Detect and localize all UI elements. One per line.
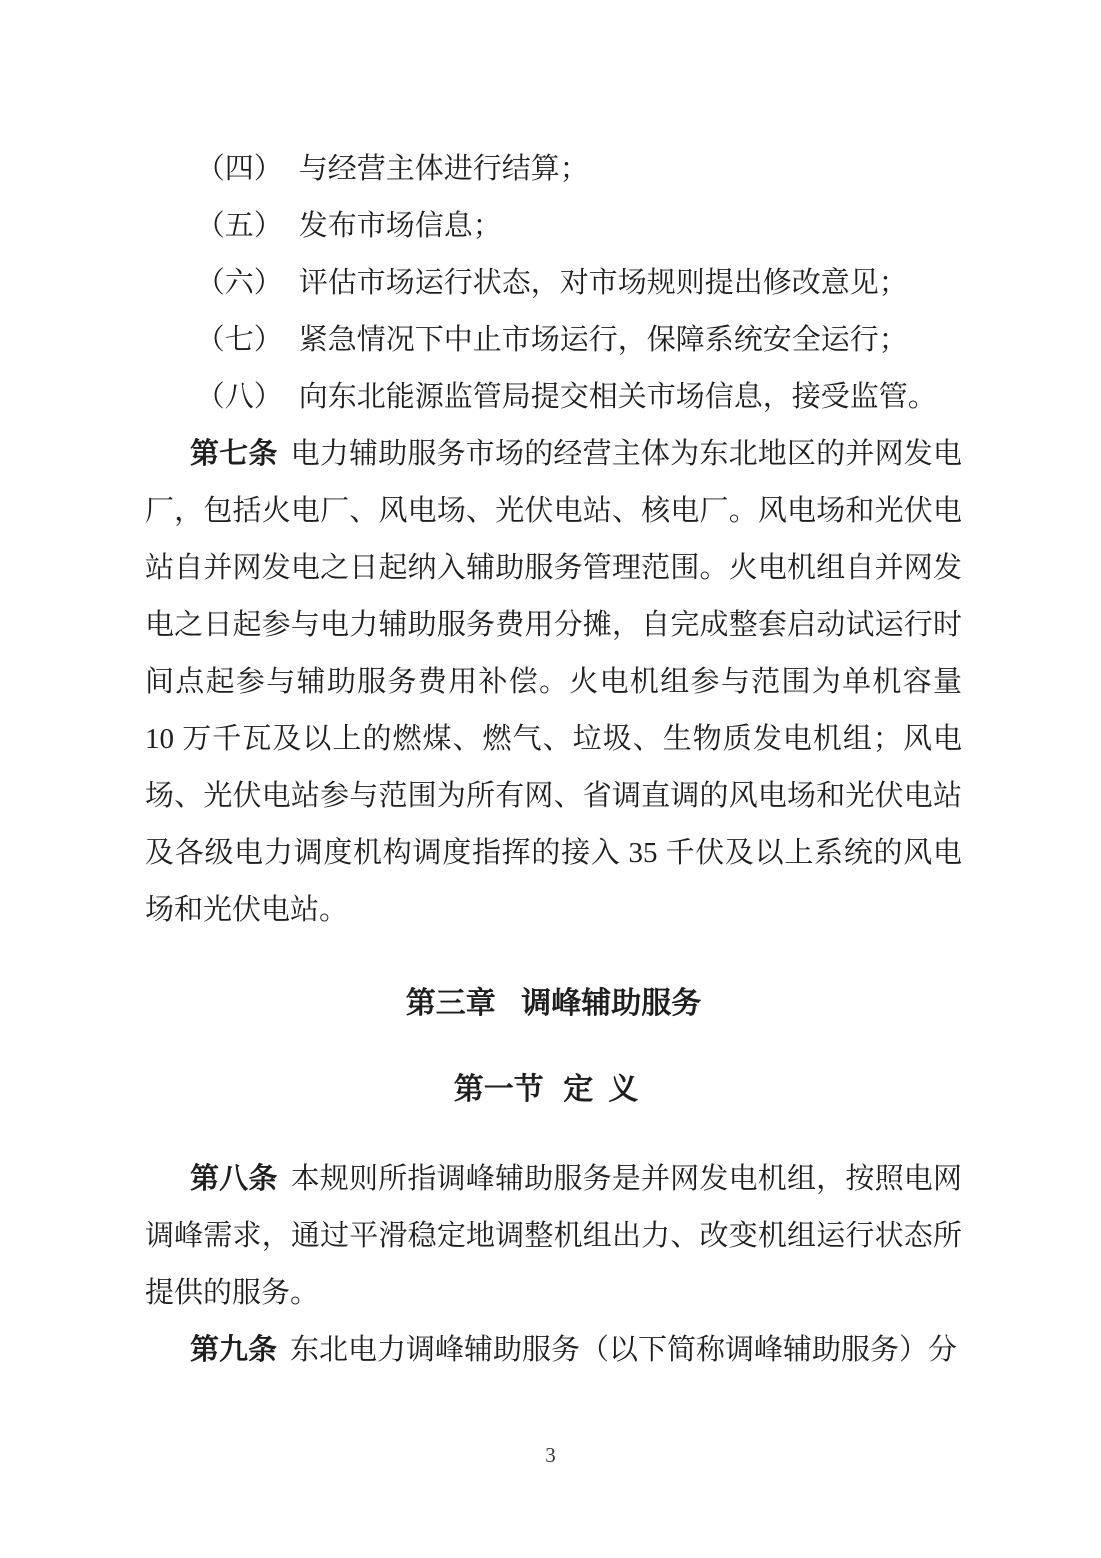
chapter-title: 调峰辅助服务: [521, 987, 702, 1020]
chapter-heading: [145, 975, 962, 1032]
list-item: [145, 141, 962, 198]
article-9-text: 东北电力调峰辅助服务（以下简称调峰辅助服务）分: [290, 1334, 958, 1366]
article-paragraph-9: [145, 1322, 962, 1379]
list-item: [145, 198, 962, 255]
list-item-number: （四）: [195, 153, 283, 185]
article-7-number: 第七条: [189, 438, 278, 470]
article-8-number: 第八条: [189, 1163, 278, 1195]
article-paragraph-7: [145, 426, 962, 939]
list-item: [145, 312, 962, 369]
list-item: [145, 255, 962, 312]
chapter-number: 第三章: [405, 987, 496, 1020]
page-footer: [0, 1441, 1101, 1470]
list-item-text: 评估市场运行状态，对市场规则提出修改意见；: [298, 267, 908, 299]
article-9-number: 第九条: [189, 1334, 277, 1366]
list-item-number: （八）: [195, 381, 283, 413]
section-title: 定义: [563, 1073, 654, 1106]
section-number: 第一节: [453, 1073, 544, 1106]
list-item-number: （六）: [195, 267, 283, 299]
article-7-text: 电力辅助服务市场的经营主体为东北地区的并网发电厂，包括火电厂、风电场、光伏电站、核电厂。风电场和光伏电站自并网发电之日起纳入辅助服务管理范围。火电机组自并网发电之日起参与电力辅助服务费用分摊，自完成整套启动试运行时间点起参与辅助服务费用补偿。火电机组参与范围为单机容量 10 万千瓦及以上的燃煤、燃气、垃圾、生物质发电机组；风电场、光伏电站参与范围为所有网、省调直调的风电场和光伏电站及各级电力调度机构调度指挥的接入 35 千伏及以上系统的风电场和光伏电站。: [145, 438, 962, 926]
section-heading: [145, 1061, 962, 1118]
article-8-text: 本规则所指调峰辅助服务是并网发电机组，按照电网调峰需求，通过平滑稳定地调整机组出力、改变机组运行状态所提供的服务。: [145, 1163, 962, 1309]
list-item-text: 与经营主体进行结算；: [298, 153, 589, 185]
list-item-text: 发布市场信息；: [298, 210, 502, 242]
list-item-text: 向东北能源监管局提交相关市场信息，接受监管。: [298, 381, 937, 413]
list-item-text: 紧急情况下中止市场运行，保障系统安全运行；: [298, 324, 908, 356]
document-content: [145, 141, 962, 1379]
list-item: [145, 369, 962, 426]
page-number: 3: [545, 1443, 556, 1467]
list-item-number: （五）: [195, 210, 283, 242]
list-item-number: （七）: [195, 324, 283, 356]
article-paragraph-8: [145, 1151, 962, 1322]
